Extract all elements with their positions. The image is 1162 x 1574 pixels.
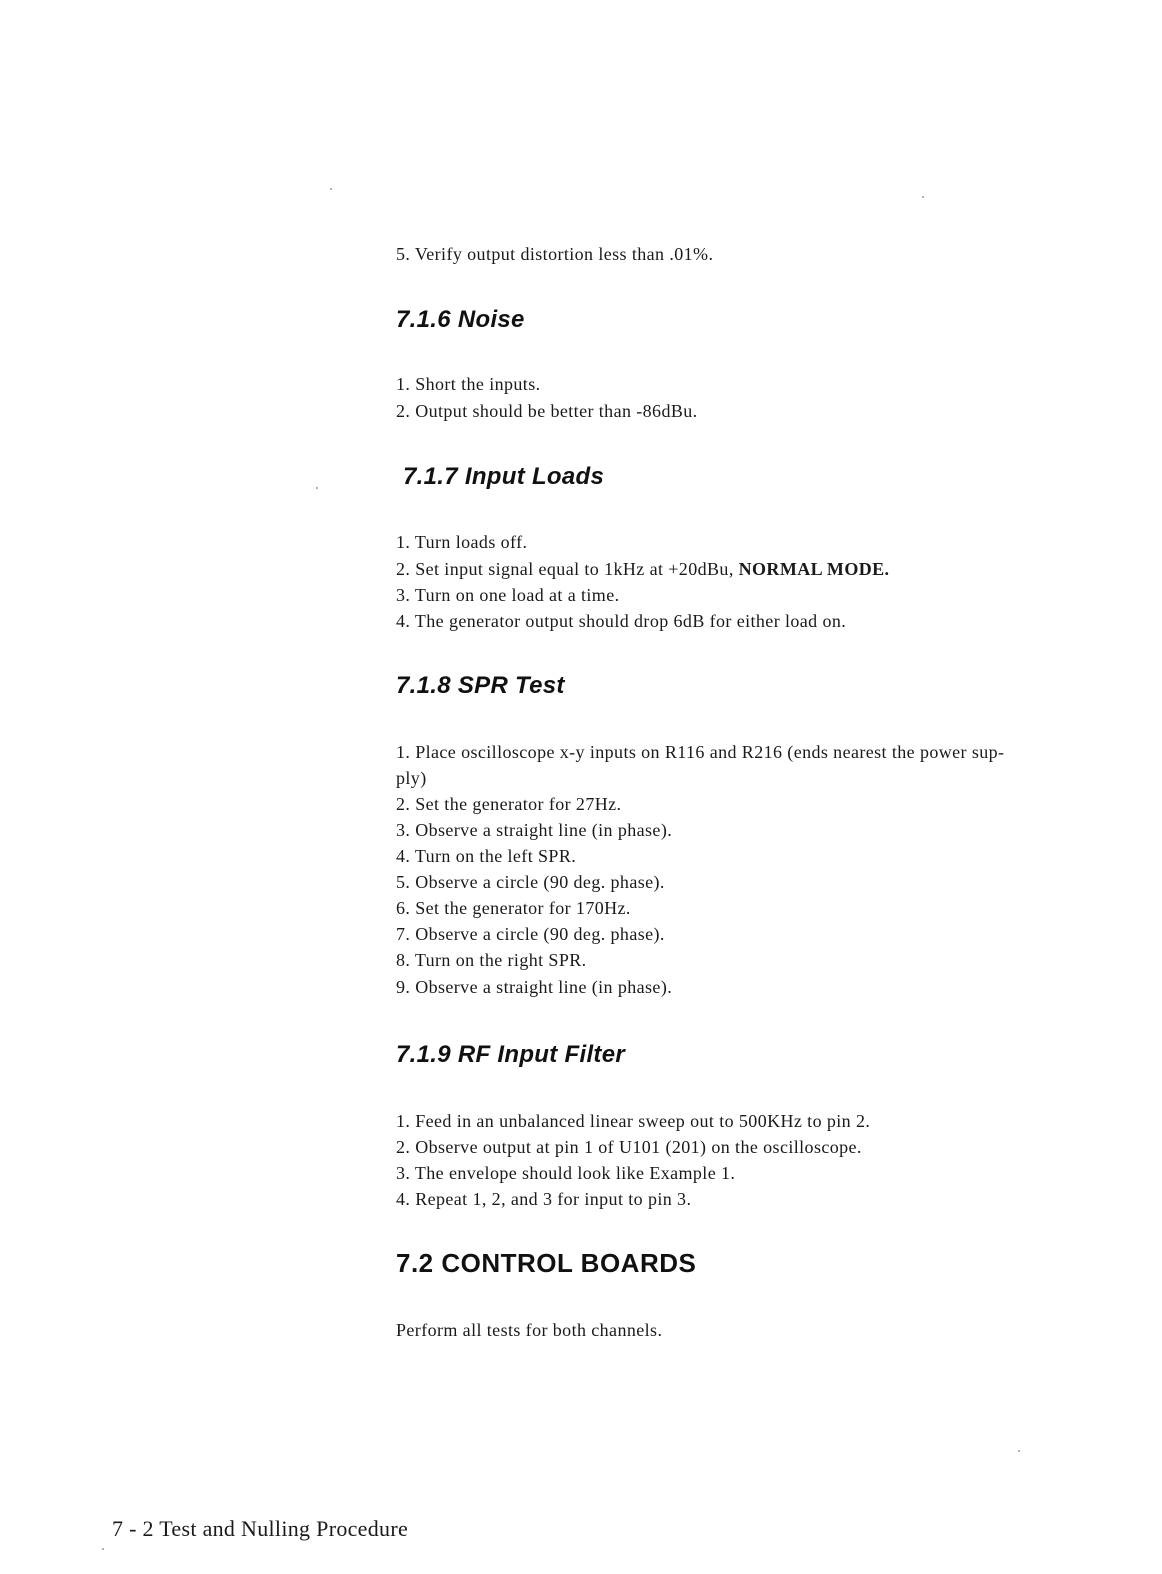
rf-step-4: 4. Repeat 1, 2, and 3 for input to pin 3.: [396, 1189, 692, 1209]
control-boards-heading: 7.2 CONTROL BOARDS: [396, 1248, 697, 1278]
scan-speck: [102, 1548, 104, 1550]
scan-speck: [330, 188, 332, 190]
spr-step-3: 3. Observe a straight line (in phase).: [396, 820, 673, 840]
rf-step-3: 3. The envelope should look like Example 1.: [396, 1163, 736, 1183]
rf-input-filter-heading: 7.1.9 RF Input Filter: [396, 1041, 625, 1068]
noise-step-1: 1. Short the inputs.: [396, 374, 541, 394]
input-loads-step-3: 3. Turn on one load at a time.: [396, 585, 620, 605]
spr-step-5: 5. Observe a circle (90 deg. phase).: [396, 872, 665, 892]
control-boards-text: Perform all tests for both channels.: [396, 1320, 663, 1340]
input-loads-step-4: 4. The generator output should drop 6dB for either load on.: [396, 611, 847, 631]
input-loads-step-2-text: 2. Set input signal equal to 1kHz at +20dBu,: [396, 559, 739, 579]
normal-mode-label: NORMAL MODE.: [738, 559, 890, 579]
page-footer: 7 - 2 Test and Nulling Procedure: [112, 1516, 409, 1541]
spr-step-8: 8. Turn on the right SPR.: [396, 950, 587, 970]
spr-step-1: 1. Place oscilloscope x-y inputs on R116 and R216 (ends nearest the power sup-: [396, 742, 1005, 762]
spr-step-7: 7. Observe a circle (90 deg. phase).: [396, 924, 665, 944]
input-loads-step-2: [396, 558, 889, 580]
input-loads-heading: 7.1.7 Input Loads: [403, 463, 605, 490]
rf-step-1: 1. Feed in an unbalanced linear sweep out to 500KHz to pin 2.: [396, 1111, 871, 1131]
distortion-step: 5. Verify output distortion less than .01%.: [396, 244, 714, 264]
scan-speck: [922, 196, 924, 198]
spr-step-9: 9. Observe a straight line (in phase).: [396, 977, 673, 997]
spr-step-4: 4. Turn on the left SPR.: [396, 846, 577, 866]
scan-speck: [316, 487, 318, 489]
noise-step-2: 2. Output should be better than -86dBu.: [396, 401, 698, 421]
rf-step-2: 2. Observe output at pin 1 of U101 (201) on the oscilloscope.: [396, 1137, 862, 1157]
spr-step-2: 2. Set the generator for 27Hz.: [396, 794, 622, 814]
spr-step-1-cont: ply): [396, 768, 427, 788]
noise-heading: 7.1.6 Noise: [396, 306, 525, 333]
input-loads-step-1: 1. Turn loads off.: [396, 532, 528, 552]
spr-test-heading: 7.1.8 SPR Test: [396, 672, 565, 699]
scan-speck: [1018, 1450, 1020, 1452]
spr-step-6: 6. Set the generator for 170Hz.: [396, 898, 631, 918]
